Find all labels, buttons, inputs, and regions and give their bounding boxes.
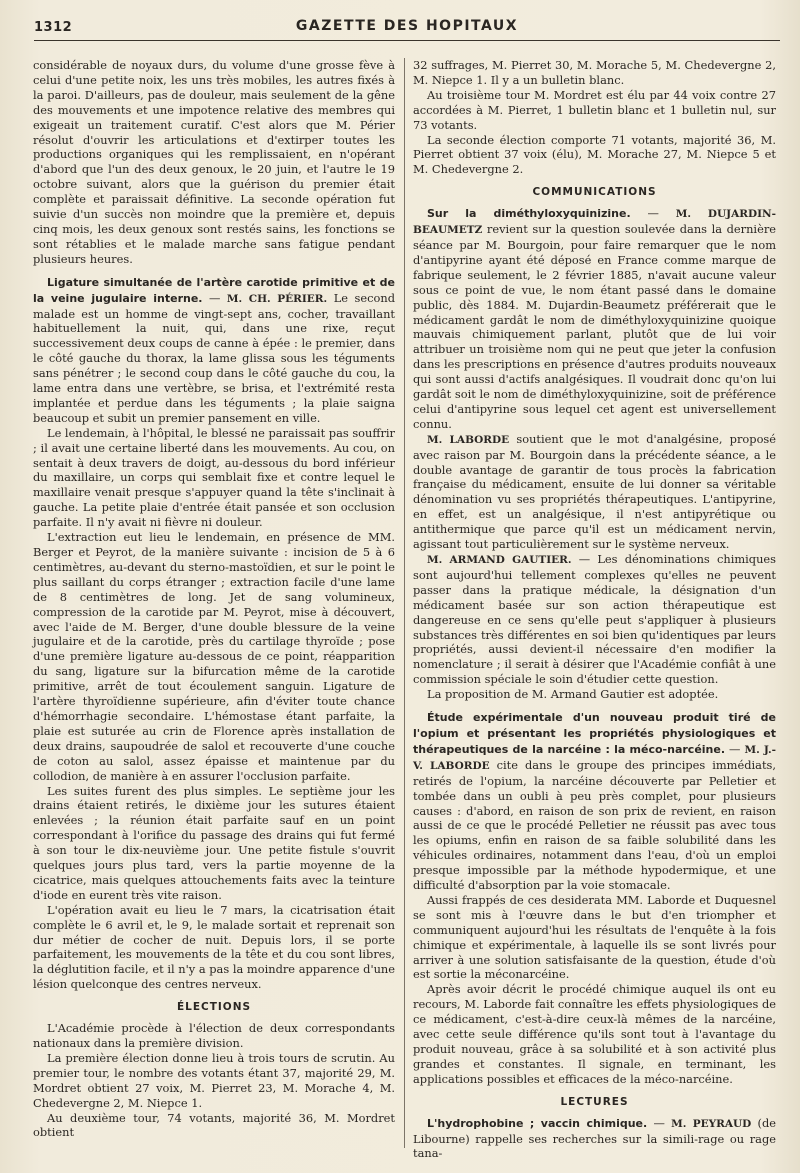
article-title: Étude expérimentale d'un nouveau produit tiré de l'opium et présentant les propriétés physiologiques et thérapeutiques de la narcéine : la méco-narcéine. (413, 711, 776, 756)
paragraph: Les dénominations chimiques sont aujourd'hui tellement complexes qu'elles ne peuvent passer dans la pratique médicale, la désignation d'un médicament basée sur son action thérapeutique est dangereuse en ce sens qu'elle peut s'appliquer à plusieurs substances très différentes en soi bien qu'identiques par leurs propriétés, aussi devient-il nécessaire d'en modifier la nomenclature ; il serait à désirer que l'Académie confiât à une commission spéciale le soin d'étudier cette question. (413, 552, 776, 687)
paragraph: L'Académie procède à l'élection de deux correspondants nationaux dans la première division. (33, 1021, 395, 1050)
paragraph: Après avoir décrit le procédé chimique auquel ils ont eu recours, M. Laborde fait connaître les effets physiologiques de ce médicament, c'est-à-dire ceux-là mêmes de la narcéine, avec cette seule différence qu'ils sont tout à l'avantage du produit nouveau, grâce à sa solubilité et à son activité plus grandes et constantes. Il signale, en terminant, les applications possibles et efficaces de la méco-narcéine. (413, 982, 776, 1086)
paragraph: cite dans le groupe des principes immédiats, retirés de l'opium, la narcéine découverte par Pelletier et tombée dans un oubli à peu près complet, pour plusieurs causes : d'abord, en raison de son prix de revient, en raison aussi de ce que le procédé Pelletier ne réussit pas avec tous les opiums, enfin en raison de sa faible solubilité dans les véhicules ordinaires, notamment dans l'eau, d'où un emploi presque impossible par la méthode hypodermique, et une difficulté d'absorption par la voie stomacale. (413, 757, 776, 893)
paragraph: Les suites furent des plus simples. Le septième jour les drains étaient retirés, le dixième jour les sutures étaient enlevées ; la réunion était parfaite sauf en un point correspondant à l'orifice du passage des drains qui fut fermé à son tour le dix-neuvième jour. Une petite fistule s'ouvrit quelques jours plus tard, vers la partie moyenne de la cicatrice, mais quelques attouchements faits avec la teinture d'iode en eurent très vite raison. (33, 783, 395, 902)
article-title: Sur la diméthyloxyquinizine. (427, 207, 631, 221)
paragraph: Au deuxième tour, 74 votants, majorité 36, M. Mordret obtient (33, 1110, 395, 1140)
paragraph: soutient que le mot d'analgésine, proposé avec raison par M. Bourgoin dans la précédente séance, a le double avantage de garantir de tous procès la fabrication française du médicament, ensuite de lui donner sa véritable dénomination vu ses propriétés thérapeutiques. L'antipyrine, en effet, est un analgésique, il n'est antipyrétique ou antithermique que parce qu'il est un médicament nervin, agissant tout particulièrement sur le système nerveux. (413, 431, 777, 552)
article-heading: Sur la diméthyloxyquinizine. — M. DUJARDIN-BEAUMETZ revient sur la question soulevée dans la dernière séance par M. Bourgoin, pour faire remarquer que le nom d'antipyrine ayant été déposé en France comme marque de fabrique seulement, le 2 février 1885, n'avait aucune valeur sous ce point de vue, le nom étant passé dans le domaine public, dès 1884. M. Dujardin-Beaumetz préférerait que le médicament gardât le nom de diméthyloxyquinizine quoique mauvais chimiquement parlant, plutôt que de lui voir attribuer un troisième nom qui ne peut que jeter la confusion dans les prescriptions en présence d'autres produits nouveaux qui sont aussi d'actifs analgésiques. Il voudrait donc qu'on lui gardât soit le nom de diméthyloxyquinizine, soit de préférence celui d'antipyrine sous lequel cet agent est universellement connu. (413, 206, 777, 431)
speaker-name: M. ARMAND GAUTIER. (427, 554, 572, 566)
paragraph-with-author: M. ARMAND GAUTIER. — Les dénominations chimiques sont aujourd'hui tellement complexes qu'elles ne peuvent passer dans la pratique médicale, la désignation d'un médicament basée sur son action thérapeutique est dangereuse en ce sens qu'elle peut s'appliquer à plusieurs substances très différentes en soi bien qu'identiques par leurs propriétés, aussi devient-il nécessaire d'en modifier la nomenclature ; il serait à désirer que l'Académie confiât à une commission spéciale le soin d'étudier cette question. (413, 552, 776, 687)
section-title-lectures: LECTURES (560, 1095, 629, 1108)
paragraph: Le second malade est un homme de vingt-sept ans, cocher, travaillant habituellement la nuit, qui, dans une rixe, reçut successivement deux coups de canne à épée : le premier, dans le côté gauche du thorax, la lame glissa sous les téguments sans pénétrer ; le second coup dans le côté gauche du cou, la lame entra dans une vertèbre, se brisa, et l'extrémité resta implantée et perdue dans les téguments ; la plaie saigna beaucoup et subit un premier pansement en ville. (33, 290, 396, 425)
article-heading: Étude expérimentale d'un nouveau produit tiré de l'opium et présentant les propriétés physiologiques et thérapeutiques de la narcéine : la méco-narcéine. — M. J.-V. LABORDE cite dans le groupe des principes immédiats, retirés de l'opium, la narcéine découverte par Pelletier et tombée dans un oubli à peu près complet, pour plusieurs causes : d'abord, en raison de son prix de revient, en raison aussi de ce que le procédé Pelletier ne réussit pas avec tous les opiums, enfin en raison de sa faible solubilité dans les véhicules ordinaires, notamment dans l'eau, d'où un emploi presque impossible par la méthode hypodermique, et une difficulté d'absorption par la voie stomacale. (413, 711, 776, 893)
paragraph: La seconde élection comporte 71 votants, majorité 36, M. Pierret obtient 37 voix (élu), M. Morache 27, M. Niepce 5 et M. Chedevergne 2. (413, 132, 776, 177)
paragraph: La première élection donne lieu à trois tours de scrutin. Au premier tour, le nombre des votants étant 37, majorité 29, M. Mordret obtient 27 voix, M. Pierret 23, M. Morache 4, M. Chedevergne 2, M. Niepce 1. (33, 1050, 395, 1110)
paragraph: 32 suffrages, M. Pierret 30, M. Morache 5, M. Chedevergne 2, M. Niepce 1. Il y a un bulletin blanc. (413, 58, 776, 87)
paragraph: Le lendemain, à l'hôpital, le blessé ne paraissait pas souffrir ; il avait une certaine liberté dans les mouvements. Au cou, on sentait à deux travers de doigt, au-dessous du bord inférieur du maxillaire, un corps qui semblait fixe et contre lequel le maxillaire venait presque s'appuyer quand la tête s'inclinait à gauche. La petite plaie d'entrée était pansée et son occlusion parfaite. Il n'y avait ni fièvre ni douleur. (33, 425, 395, 530)
header-rule (34, 40, 780, 41)
article-title: L'hydrophobine ; vaccin chimique. (427, 1116, 648, 1130)
paragraph: L'extraction eut lieu le lendemain, en présence de MM. Berger et Peyrot, de la manière suivante : incision de 5 à 6 centimètres, au-devant du sterno-mastoïdien, et sur le point le plus saillant du corps étranger ; extraction facile d'une lame de 8 centimètres de long. Jet de sang volumineux, compression de la carotide par M. Peyrot, mise à découvert, avec l'aide de M. Berger, d'une double blessure de la veine jugulaire et de la carotide, près du cartilage thyroïde ; pose d'une première ligature au-dessous de ce point, réapparition du sang, ligature sur la bifurcation même de la carotide primitive, arrêt de tout écoulement sanguin. Ligature de l'artère thyroïdienne supérieure, afin d'éviter toute chance d'hémorrhagie secondaire. L'hémostase étant parfaite, la plaie est suturée au crin de Florence après installation de deux drains, saupoudrée de salol et recouverte d'une couche de coton au salol, assez épaisse et maintenue par du collodion, de manière à en assurer l'occlusion parfaite. (33, 530, 395, 783)
paragraph: Aussi frappés de ces desiderata MM. Laborde et Duquesnel se sont mis à l'œuvre dans le but d'en triompher et communiquent aujourd'hui les résultats de l'enquête à la fois chimique et expérimentale, à laquelle ils se sont livrés pour arriver à une solution satisfaisante de la question, étude d'où est sortie la méconarcéine. (413, 892, 776, 982)
article-heading: L'hydrophobine ; vaccin chimique. — M. PEYRAUD (de Libourne) rappelle ses recherches sur la simili-rage ou rage tana- (413, 1115, 777, 1161)
section-title-elections: ÉLECTIONS (176, 1001, 252, 1014)
article-author: M. J.-V. LABORDE (413, 743, 776, 772)
paragraph: revient sur la question soulevée dans la dernière séance par M. Bourgoin, pour faire remarquer que le nom d'antipyrine ayant été déposé en France comme marque de fabrique seulement, le 2 février 1885, n'avait aucune valeur sous ce point de vue, le nom étant passé dans le domaine public, dès 1884. M. Dujardin-Beaumetz préférerait que le médicament gardât le nom de diméthyloxyquinizine quoique mauvais chimiquement parlant, plutôt que de lui voir attribuer un troisième nom qui ne peut que jeter la confusion dans les prescriptions en présence d'autres produits nouveaux qui sont aussi d'actifs analgésiques. Il voudrait donc qu'on lui gardât soit le nom de diméthyloxyquinizine, soit de préférence celui d'antipyrine sous lequel cet agent est universellement connu. (413, 222, 777, 431)
paragraph: Au troisième tour M. Mordret est élu par 44 voix contre 27 accordées à M. Pierret, 1 bulletin blanc et 1 bulletin nul, sur 73 votants. (413, 87, 776, 132)
paragraph: La proposition de M. Armand Gautier est adoptée. (427, 687, 719, 702)
right-column (413, 58, 777, 1161)
column-divider (404, 58, 405, 1148)
running-title: GAZETTE DES HOPITAUX (295, 18, 519, 34)
page-header (34, 16, 780, 46)
article-title: Ligature simultanée de l'artère carotide primitive et de la veine jugulaire interne. (33, 275, 395, 305)
paragraph: L'opération avait eu lieu le 7 mars, la cicatrisation était complète le 6 avril et, le 9, le malade sortait et reprenait son dur métier de cocher de nuit. Depuis lors, il se porte parfaitement, les mouvements de la tête et du cou sont libres, la déglutition facile, et il n'y a pas la moindre apparence d'une lésion quelconque des centres nerveux. (33, 902, 395, 992)
section-title-communications: COMMUNICATIONS (532, 186, 657, 199)
paragraph-with-author (413, 432, 776, 552)
speaker-name: M. LABORDE (427, 433, 510, 446)
paragraph: (de Libourne) rappelle ses recherches sur la simili-rage ou rage tana- (413, 1115, 777, 1161)
left-column (33, 58, 395, 1148)
article-author: M. PEYRAUD (671, 1117, 752, 1130)
article-author: M. DUJARDIN-BEAUMETZ (413, 208, 776, 237)
article-heading: Ligature simultanée de l'artère carotide primitive et de la veine jugulaire interne. — M. CH. PÉRIER. Le second malade est un homme de vingt-sept ans, cocher, travaillant habituellement la nuit, qui, dans une rixe, reçut successivement deux coups de canne à épée : le premier, dans le côté gauche du thorax, la lame glissa sous les téguments sans pénétrer ; le second coup dans le côté gauche du cou, la lame entra dans une vertèbre, se brisa, et l'extrémité resta implantée et perdue dans les téguments ; la plaie saigna beaucoup et subit un premier pansement en ville. (33, 275, 396, 425)
paragraph: considérable de noyaux durs, du volume d'une grosse fève à celui d'une petite noix, les uns très mobiles, les autres fixés à la paroi. D'ailleurs, pas de douleur, mais seulement de la gêne des mouvements et une impotence relative des membres qui exigeait un traitement curatif. C'est alors que M. Périer résolut d'ouvrir les articulations et d'extirper toutes les productions organiques qui les remplissaient, en n'opérant d'abord que l'un des deux genoux, le 20 juin, et l'autre le 19 octobre suivant, alors que la guérison du premier était complète et paraissait définitive. La seconde opération fut suivie d'un succès non moindre que la première et, depuis cinq mois, les deux genoux sont restés sains, les fonctions se sont rétablies et le malade marche sans fatigue pendant plusieurs heures. (33, 58, 395, 266)
article-author: M. CH. PÉRIER. (226, 292, 328, 305)
page-number: 1312 (34, 20, 73, 35)
